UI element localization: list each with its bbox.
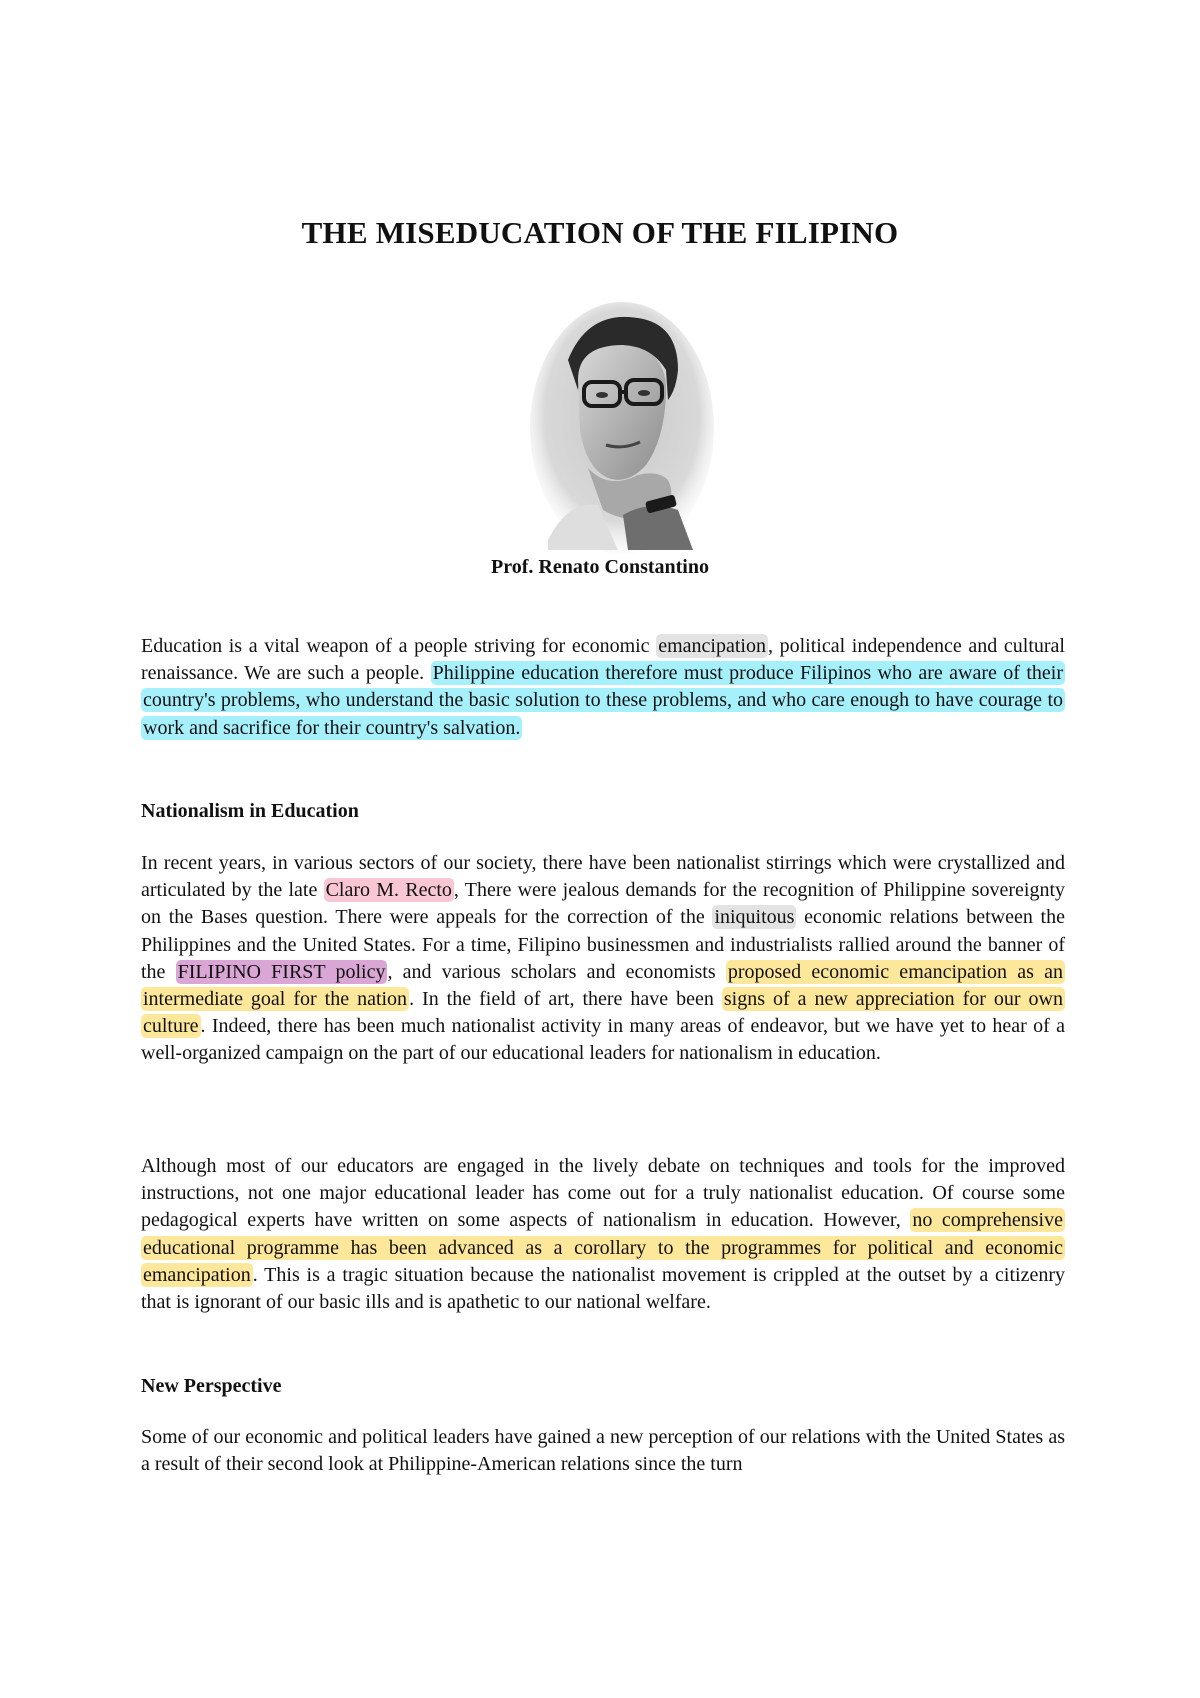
text-run: Education is a vital weapon of a people striving for economic xyxy=(141,635,657,657)
paragraph-1 xyxy=(141,633,1065,742)
text-run: Although most of our educators are engaged in the lively debate on techniques and tools for the improved instructions, not one major educational leader has come out for a truly nationalist education. Of course some pedagogical experts have written on some aspects of nationalism in education. However, xyxy=(141,1155,1065,1232)
paragraph-4 xyxy=(141,1424,1065,1478)
highlight-purple: FILIPINO FIRST policy xyxy=(177,960,386,983)
author-caption: Prof. Renato Constantino xyxy=(491,556,709,578)
text-run: , and various scholars and economists xyxy=(387,960,726,983)
highlight-yellow: no comprehensive educational programme has been advanced as a corollary to the programmes for political and economic emancipation xyxy=(143,1209,1063,1286)
highlight-yellow: signs of a new appreciation for our own culture xyxy=(143,988,1063,1038)
text-run: . This is a tragic situation because the nationalist movement is crippled at the outset by a citizenry that is ignorant of our basic ills and is apathetic to our national welfare. xyxy=(141,1263,1065,1314)
text-run: , political independence and cultural renaissance. We are such a people. xyxy=(141,635,1065,685)
highlight-pink: Claro M. Recto xyxy=(325,879,452,902)
author-portrait xyxy=(528,300,716,555)
highlight-yellow: proposed economic emancipation as an intermediate goal for the nation xyxy=(143,960,1063,1011)
section-heading-nationalism: Nationalism in Education xyxy=(141,800,359,822)
text-run: , There were jealous demands for the recognition of Philippine sovereignty on the Bases question. There were appeals for the correction of the xyxy=(141,879,1065,929)
paragraph-3 xyxy=(141,1153,1065,1316)
highlight-grey: iniquitous xyxy=(714,906,795,929)
text-run: Some of our economic and political leaders have gained a new perception of our relations with the United States as a result of their second look at Philippine-American relations since the turn xyxy=(141,1426,1065,1476)
highlight-cyan: Philippine education therefore must produce Filipinos who are aware of their country's problems, who understand the basic solution to these problems, and who care enough to have courage to work and sacrifice for their country's salvation. xyxy=(143,662,1063,739)
text-run: In recent years, in various sectors of our society, there have been nationalist stirrings which were crystallized and articulated by the late xyxy=(141,852,1065,902)
section-heading-new-perspective: New Perspective xyxy=(141,1375,282,1397)
highlight-grey: emancipation xyxy=(658,635,766,657)
paragraph-2 xyxy=(141,850,1065,1068)
text-run: . In the field of art, there have been xyxy=(409,988,722,1011)
text-run: economic relations between the Philippines and the United States. For a time, Filipino businessmen and industrialists rallied around the banner of the xyxy=(141,906,1065,983)
text-run: . Indeed, there has been much nationalist activity in many areas of endeavor, but we have yet to hear of a well-organized campaign on the part of our educational leaders for nationalism in education. xyxy=(141,1015,1065,1065)
document-title: THE MISEDUCATION OF THE FILIPINO xyxy=(301,215,899,250)
